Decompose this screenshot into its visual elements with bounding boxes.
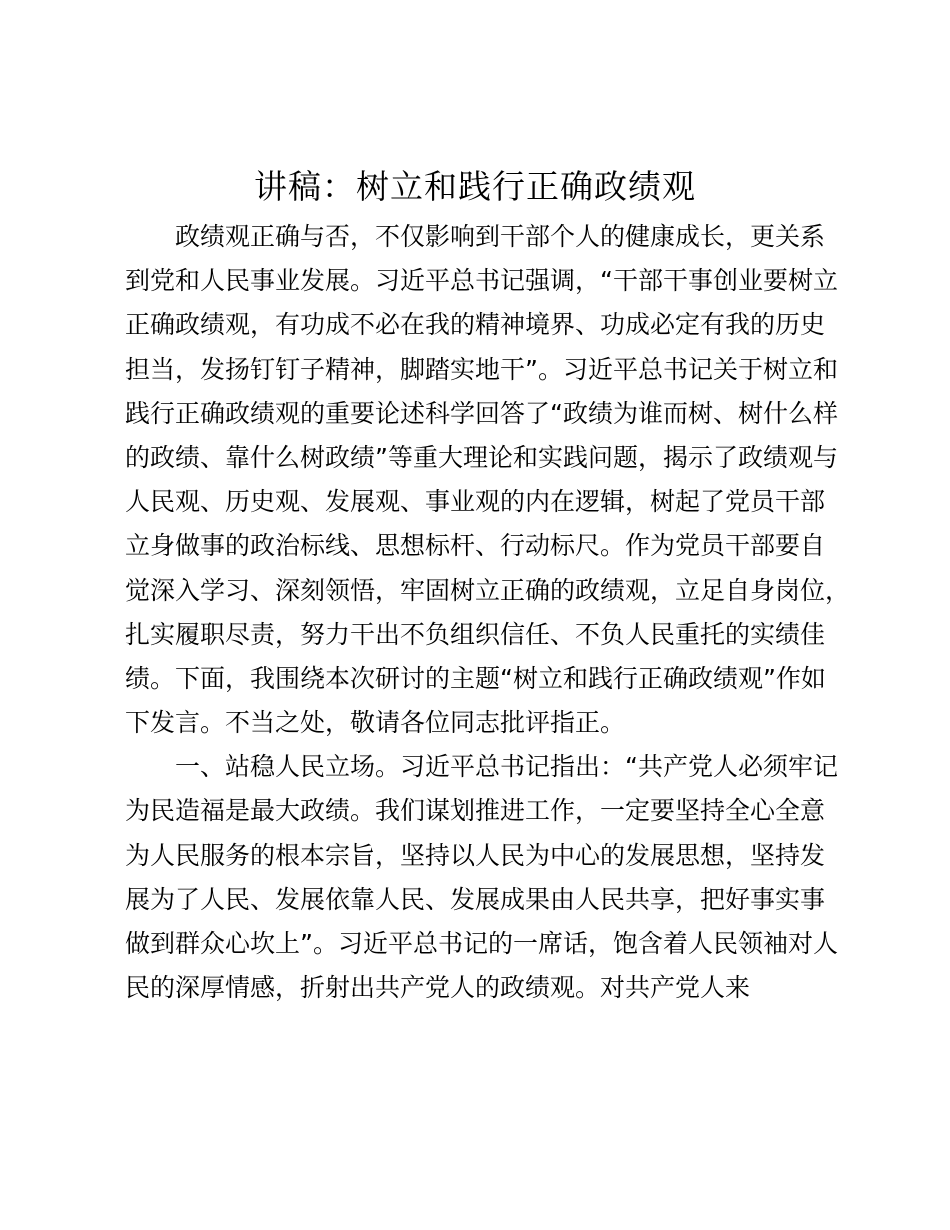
- paragraph-line: 绩。下面，我围绕本次研讨的主题“树立和践行正确政绩观”作如: [125, 663, 826, 693]
- section-heading-line: 一、站稳人民立场。习近平总书记指出：“共产党人必须牢记: [175, 752, 838, 782]
- paragraph-line: 展为了人民、发展依靠人民、发展成果由人民共享，把好事实事: [125, 884, 826, 914]
- document-title: 讲稿：树立和践行正确政绩观: [254, 167, 696, 206]
- paragraph-line: 为人民服务的根本宗旨，坚持以人民为中心的发展思想，坚持发: [125, 840, 826, 870]
- paragraph-line: 的政绩、靠什么树政绩”等重大理论和实践问题，揭示了政绩观与: [125, 442, 838, 472]
- paragraph-line: 人民观、历史观、发展观、事业观的内在逻辑，树起了党员干部: [125, 487, 826, 517]
- paragraph-line: 践行正确政绩观的重要论述科学回答了“政绩为谁而树、树什么样: [125, 398, 838, 428]
- paragraph-line: 下发言。不当之处，敬请各位同志批评指正。: [125, 708, 626, 738]
- document-body: [125, 215, 851, 1010]
- paragraph-line: 担当，发扬钉钉子精神，脚踏实地干”。习近平总书记关于树立和: [125, 354, 838, 384]
- paragraph-line: 为民造福是最大政绩。我们谋划推进工作，一定要坚持全心全意: [125, 796, 826, 826]
- paragraph-line: 扎实履职尽责，努力干出不负组织信任、不负人民重托的实绩佳: [125, 619, 826, 649]
- paragraph-line: 立身做事的政治标线、思想标杆、行动标尺。作为党员干部要自: [125, 531, 826, 561]
- paragraph-line: 政绩观正确与否，不仅影响到干部个人的健康成长，更关系: [175, 222, 826, 251]
- paragraph-line: 觉深入学习、深刻领悟，牢固树立正确的政绩观，立足自身岗位，: [125, 575, 851, 605]
- paragraph-line: 到党和人民事业发展。习近平总书记强调，“干部干事创业要树立: [125, 266, 838, 296]
- paragraph-line: 正确政绩观，有功成不必在我的精神境界、功成必定有我的历史: [125, 310, 826, 340]
- paragraph-line: 做到群众心坎上”。习近平总书记的一席话，饱含着人民领袖对人: [125, 929, 838, 958]
- paragraph-line: 民的深厚情感，折射出共产党人的政绩观。对共产党人来: [125, 973, 751, 1003]
